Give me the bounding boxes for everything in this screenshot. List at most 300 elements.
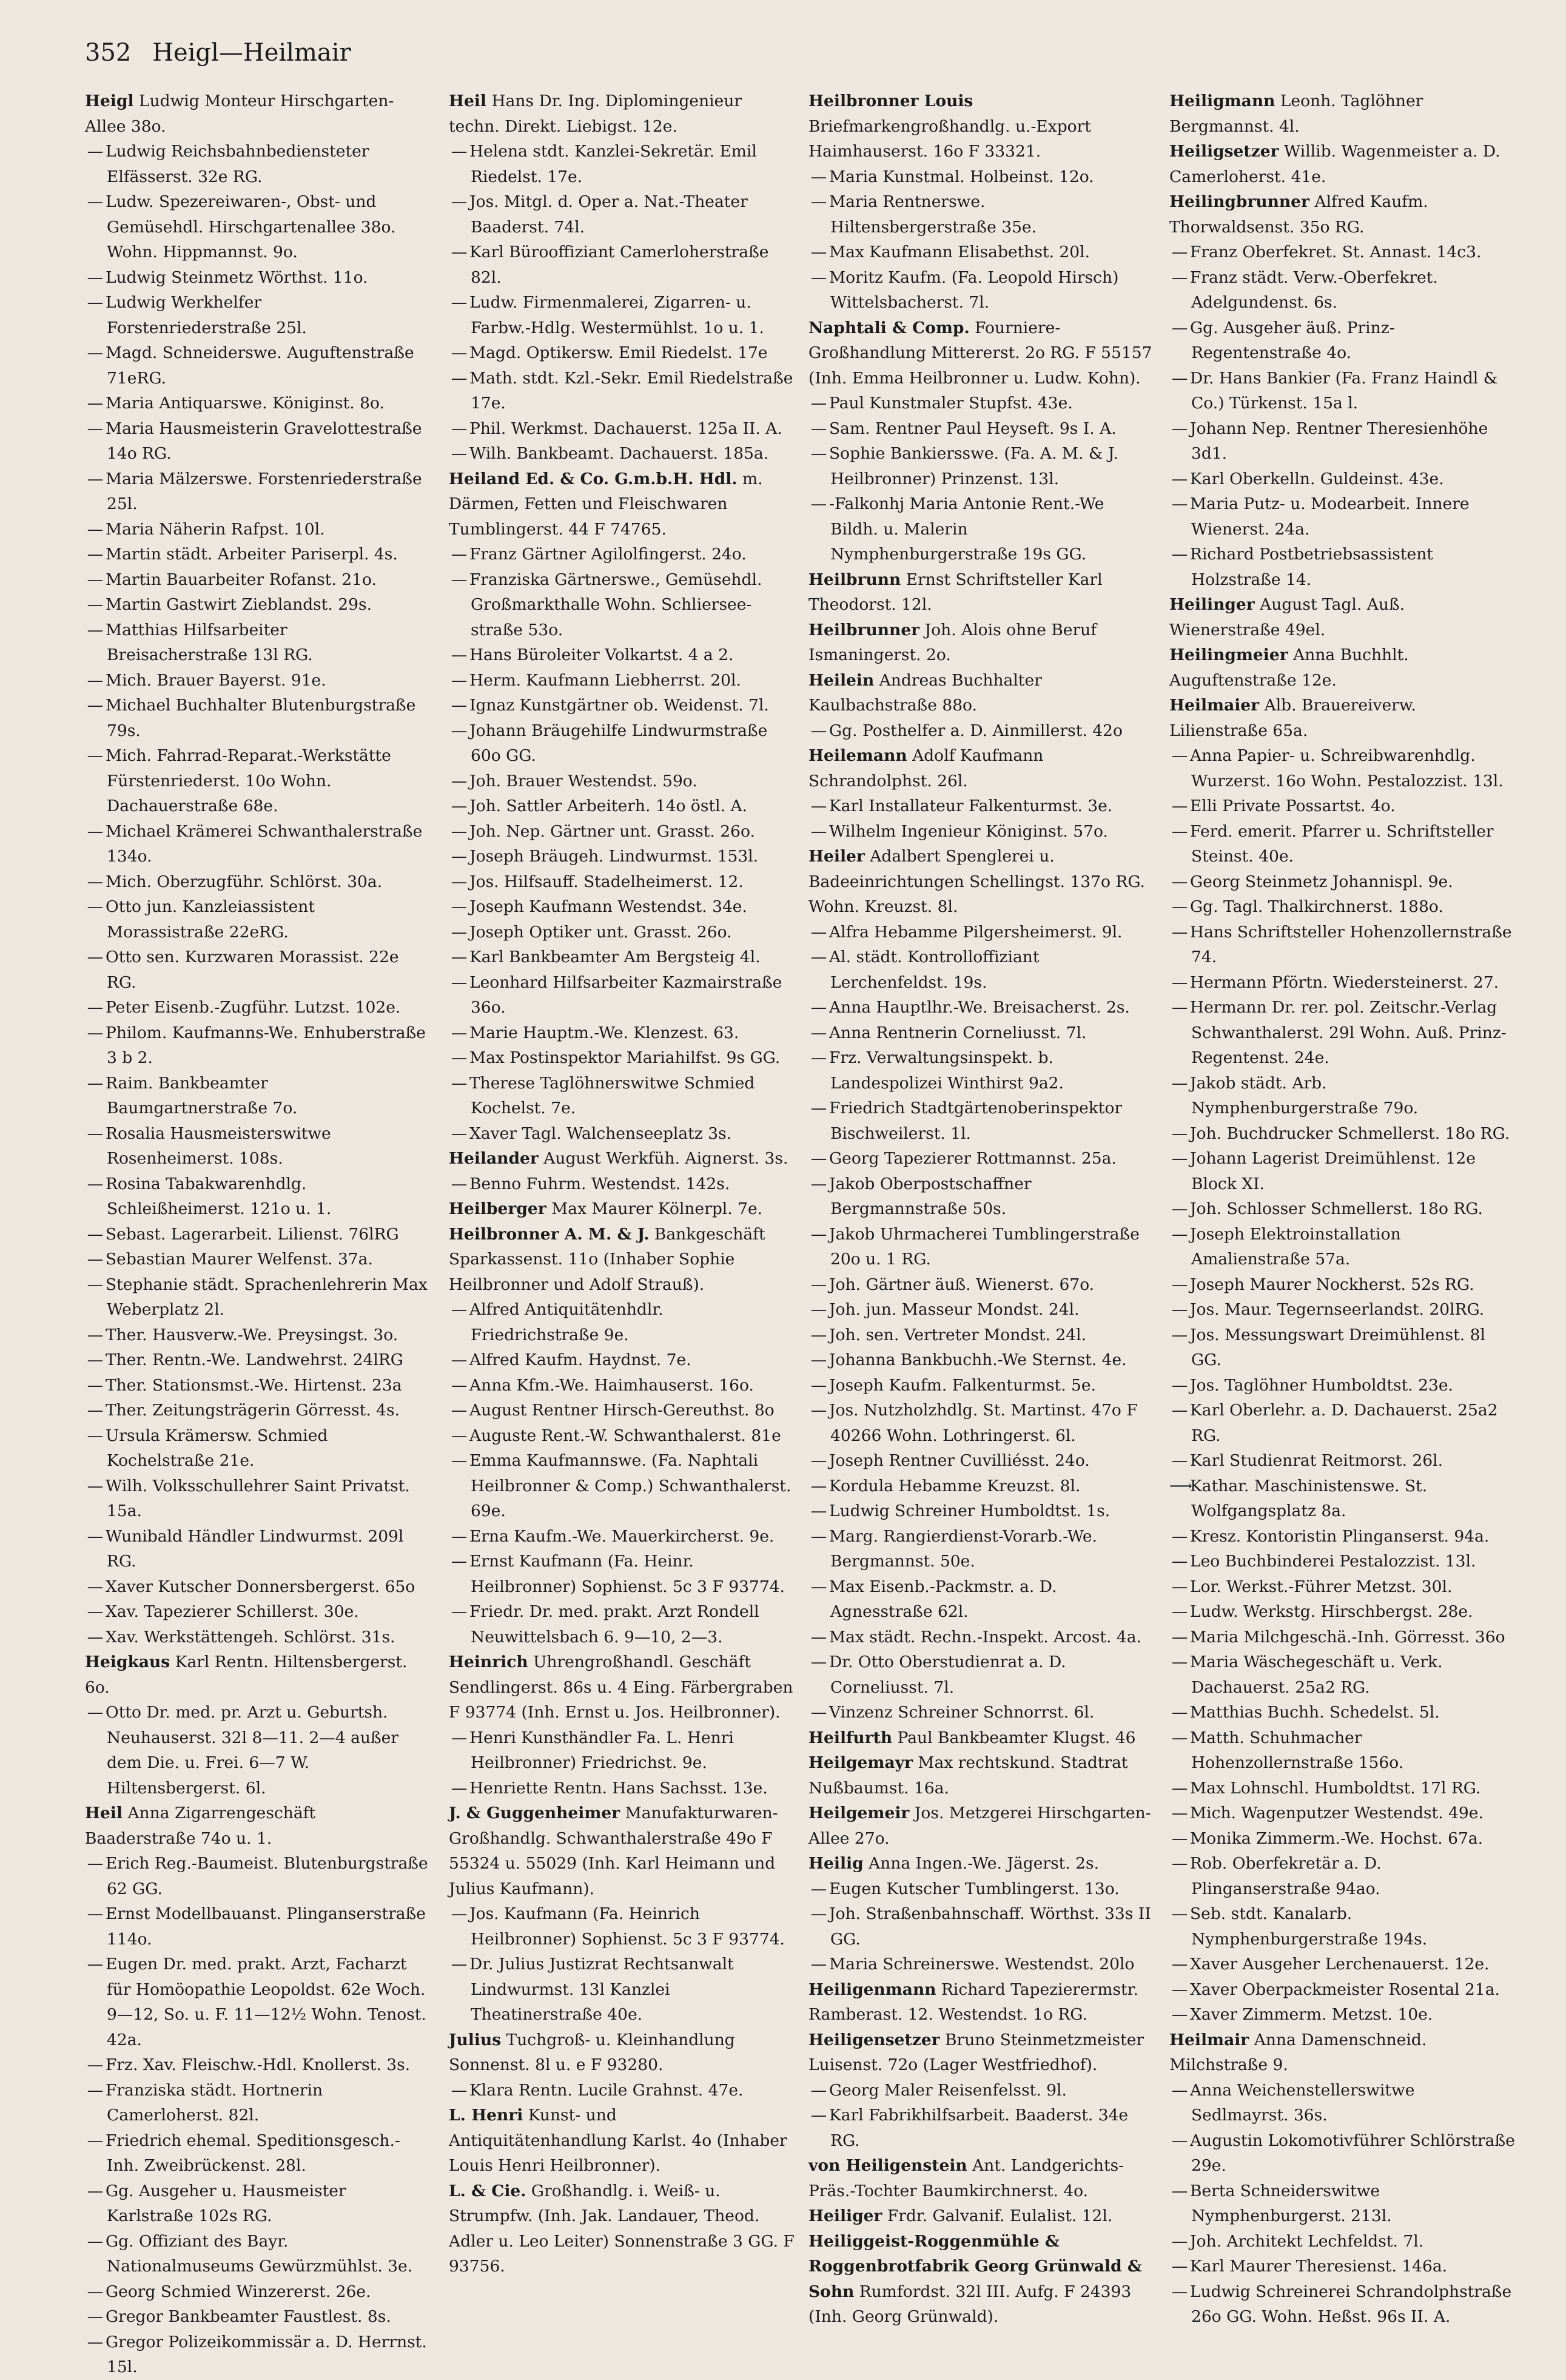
directory-entry [449, 1071, 795, 1121]
entry-text: Ludwig Schreinerei Schrandolphstraße 26o GG. Wohn. Heßst. 96s II. A. [1190, 2282, 1517, 2326]
directory-entry [85, 1650, 431, 1700]
ditto-dash: — [1171, 1829, 1188, 1848]
ditto-dash: — [87, 293, 104, 312]
directory-entry [449, 794, 795, 819]
directory-entry [808, 265, 1154, 315]
directory-entry [449, 920, 795, 945]
entry-text: Karl Oberlehr. a. D. Dachauerst. 25a2 RG. [1190, 1401, 1503, 1445]
directory-entry [85, 894, 431, 945]
entry-text: Michael Krämerei Schwanthalerstraße 134o. [106, 821, 428, 866]
entry-text: Gregor Bankbeamter Faustlest. 8s. [106, 2307, 391, 2326]
ditto-dash: — [87, 343, 104, 362]
directory-entry [85, 1171, 431, 1222]
entry-text: Martin Gastwirt Zieblandst. 29s. [106, 595, 372, 614]
ditto-dash: — [810, 268, 827, 287]
ditto-dash: — [1171, 1653, 1188, 1671]
directory-entry [85, 467, 431, 517]
ditto-dash: — [810, 1703, 827, 1722]
directory-entry [1169, 491, 1515, 542]
entry-text: Anna Zigarrengeschäft Baaderstraße 74o u. 1. [85, 1804, 321, 1848]
entry-headword: Heil [449, 92, 487, 110]
ditto-dash: — [810, 797, 827, 815]
directory-entry [1169, 1977, 1515, 2003]
directory-entry [808, 995, 1154, 1020]
directory-entry [85, 1599, 431, 1625]
directory-entry [1169, 1725, 1515, 1776]
directory-entry [449, 1297, 795, 1347]
ditto-dash: — [87, 1073, 104, 1093]
directory-entry [85, 1801, 431, 1851]
ditto-dash: — [87, 1325, 104, 1344]
ditto-dash: — [1171, 1703, 1188, 1722]
ditto-dash: — [1171, 872, 1188, 891]
entry-text: Gregor Polizeikommissär a. D. Herrnst. 15l. [106, 2332, 432, 2376]
directory-entry [449, 340, 795, 366]
entry-text: Jos. Mitgl. d. Oper a. Nat.-Theater Baaderst. 74l. [469, 192, 753, 237]
entry-text: Alfred Kaufm. Haydnst. 7e. [469, 1350, 691, 1369]
directory-entry [808, 1323, 1154, 1348]
entry-text: m. Därmen, Fetten und Fleischwaren Tumblingerst. 44 F 74765. [449, 469, 768, 539]
entry-text: Moritz Kaufm. (Fa. Leopold Hirsch) Wittelsbacherst. 7l. [829, 268, 1124, 312]
entry-text: Maria Antiquarswe. Königinst. 8o. [106, 394, 385, 413]
directory-entry [85, 2304, 431, 2330]
entry-text: Dr. Julius Justizrat Rechtsanwalt Lindwurmst. 13l Kanzlei Theatinerstraße 40e. [469, 1955, 739, 2024]
entry-text: Andreas Buchhalter Kaulbachstraße 88o. [808, 670, 1047, 715]
entry-text: Joh. Buchdrucker Schmellerst. 18o RG. [1190, 1124, 1510, 1143]
entry-text: Leonhard Hilfsarbeiter Kazmairstraße 36o. [469, 973, 787, 1017]
directory-entry [1169, 1146, 1515, 1196]
entry-text: Fourniere-Großhandlung Mittererst. 2o RG. F 55157 (Inh. Emma Heilbronner u. Ludw. Kohn). [808, 318, 1157, 388]
entry-text: Gg. Posthelfer a. D. Ainmillerst. 42o [829, 721, 1123, 740]
entry-text: Joh. Straßenbahnschaff. Wörthst. 33s II GG. [829, 1904, 1157, 1949]
ditto-dash: — [87, 872, 104, 891]
directory-entry [808, 819, 1154, 844]
directory-entry [85, 1851, 434, 1901]
ditto-dash: — [87, 1627, 104, 1647]
ditto-dash: — [1171, 1451, 1188, 1470]
entry-headword: Heiler [808, 847, 865, 866]
directory-entry [449, 467, 795, 542]
directory-entry [1169, 1222, 1515, 1272]
ditto-dash: — [87, 1401, 104, 1420]
directory-entry [1169, 894, 1515, 920]
entry-text: Jakob Uhrmacherei Tumblingerstraße 20o u. 1 RG. [829, 1224, 1145, 1269]
directory-entry [808, 1222, 1154, 1272]
entry-text: Ther. Zeitungsträgerin Görresst. 4s. [106, 1401, 400, 1420]
ditto-dash: — [810, 948, 827, 966]
ditto-dash: — [810, 192, 827, 211]
ditto-dash: — [87, 1426, 104, 1445]
ditto-dash: — [451, 142, 468, 161]
directory-entry [85, 517, 431, 542]
directory-entry [85, 1625, 431, 1650]
entry-text: Joh. Architekt Lechfeldst. 7l. [1190, 2231, 1424, 2251]
entry-text: Ernst Schriftsteller Karl Theodorst. 12l. [808, 570, 1107, 614]
ditto-dash: — [87, 620, 104, 639]
ditto-dash: — [810, 1502, 827, 1520]
directory-entry [449, 89, 795, 139]
entry-text: August Werkfüh. Aignerst. 3s. [538, 1149, 788, 1168]
entry-headword: Heilbronner Louis [808, 92, 973, 110]
ditto-dash: — [810, 1627, 827, 1647]
entry-text: Maria Putz- u. Modearbeit. Innere Wienerst. 24a. [1190, 494, 1474, 539]
directory-entry [85, 869, 431, 895]
directory-entry [449, 1650, 798, 1725]
ditto-dash: — [451, 1174, 468, 1193]
entry-text: Maria Rentnerswe. Hiltensbergerstraße 35e. [829, 192, 1037, 237]
entry-text: Georg Steinmetz Johannispl. 9e. [1190, 872, 1453, 891]
entry-text: Karl Rentn. Hiltensbergerst. 6o. [85, 1653, 412, 1697]
directory-entry [85, 567, 431, 593]
entry-text: Hermann Dr. rer. pol. Zeitschr.-Verlag Schwanthalerst. 29l Wohn. Auß. Prinz-Regentenst. 24e. [1190, 998, 1507, 1067]
ditto-dash: — [87, 268, 104, 287]
entry-text: Ludwig Steinmetz Wörthst. 11o. [106, 268, 368, 287]
directory-entry [449, 1952, 795, 2028]
entry-text: Max Maurer Kölnerpl. 7e. [546, 1199, 763, 1218]
entry-text: Joh. sen. Vertreter Mondst. 24l. [829, 1325, 1086, 1344]
directory-entry [1169, 1700, 1515, 1725]
entry-text: Franz städt. Verw.-Oberfekret. Adelgundenst. 6s. [1190, 268, 1443, 312]
ditto-dash: — [1171, 998, 1188, 1017]
ditto-dash: — [87, 1602, 104, 1621]
ditto-dash: — [1171, 1401, 1188, 1420]
ditto-dash: — [87, 394, 104, 413]
directory-entry [1169, 794, 1515, 819]
ditto-dash: — [1171, 1728, 1188, 1747]
entry-text: Phil. Werkmst. Dachauerst. 125a II. A. [469, 419, 782, 438]
ditto-dash: ⟶ [1169, 1476, 1192, 1495]
entry-text: Wilh. Volksschullehrer Saint Privatst. 15a. [106, 1476, 415, 1520]
directory-entry [85, 945, 431, 995]
directory-entry [85, 416, 431, 467]
ditto-dash: — [810, 922, 827, 942]
directory-entry [85, 2279, 431, 2305]
entry-text: Rosina Tabakwarenhdlg. Schleißheimerst. 121o u. 1. [106, 1174, 332, 1218]
directory-entry [1169, 366, 1515, 416]
entry-text: Martin Bauarbeiter Rofanst. 21o. [106, 570, 377, 589]
ditto-dash: — [87, 1174, 104, 1193]
entry-text: Jos. Kaufmann (Fa. Heinrich Heilbronner) Sophienst. 5c 3 F 93774. [469, 1904, 785, 1949]
entry-text: Adolf Kaufmann Schrandolphst. 26l. [808, 746, 1049, 791]
ditto-dash: — [87, 1526, 104, 1546]
ditto-dash: — [1171, 419, 1188, 438]
entry-headword: L. Henri [449, 2106, 523, 2125]
directory-entry [808, 2078, 1154, 2103]
ditto-dash: — [451, 1350, 468, 1369]
ditto-dash: — [87, 696, 104, 715]
entry-text: Leonh. Taglöhner Bergmannst. 4l. [1169, 92, 1428, 136]
entry-text: Ludw. Spezereiwaren-, Obst- und Gemüsehdl. Hirschgartenallee 38o. Wohn. Hippmannst. 9o. [106, 192, 401, 261]
ditto-dash: — [451, 821, 468, 841]
ditto-dash: — [451, 973, 468, 992]
ditto-dash: — [810, 1526, 827, 1546]
directory-entry [449, 869, 795, 895]
ditto-dash: — [87, 545, 104, 564]
directory-entry [808, 1474, 1154, 1499]
directory-entry [449, 1045, 795, 1071]
directory-entry [1169, 1398, 1515, 1448]
entry-text: Maria Schreinerswe. Westendst. 20lo [829, 1955, 1135, 1974]
directory-entry [449, 416, 795, 442]
entry-text: Augustin Lokomotivführer Schlörstraße 29e. [1190, 2131, 1521, 2175]
entry-text: Auguste Rent.-W. Schwanthalerst. 81e [469, 1426, 781, 1445]
entry-text: Adalbert Spenglerei u. Badeeinrichtungen Schellingst. 137o RG. Wohn. Kreuzst. 8l. [808, 847, 1151, 916]
entry-text: Mich. Wagenputzer Westendst. 49e. [1190, 1804, 1484, 1822]
ditto-dash: — [810, 1879, 827, 1898]
directory-entry [808, 1524, 1154, 1574]
entry-text: Anna Damenschneid. Milchstraße 9. [1169, 2030, 1432, 2074]
ditto-dash: — [810, 1955, 827, 1974]
entry-headword: Heilein [808, 670, 875, 690]
ditto-dash: — [1171, 1199, 1188, 1218]
entry-text: Otto jun. Kanzleiassistent Morassistraße 22eRG. [106, 897, 320, 942]
ditto-dash: — [451, 570, 468, 589]
directory-entry [1169, 1826, 1515, 1852]
ditto-dash: — [87, 2231, 104, 2251]
entry-text: Bankgeschäft Sparkassenst. 11o (Inhaber Sophie Heilbronner und Adolf Strauß). [449, 1224, 771, 1294]
directory-entry [85, 693, 431, 743]
directory-entry [1169, 970, 1515, 996]
directory-entry [449, 1423, 795, 1449]
entry-text: Vinzenz Schreiner Schnorrst. 6l. [829, 1703, 1095, 1722]
entry-text: Karl Installateur Falkenturmst. 3e. [829, 797, 1113, 815]
entry-text: Rob. Oberfekretär a. D. Plinganserstraße 94ao. [1190, 1854, 1387, 1898]
ditto-dash: — [87, 570, 104, 589]
entry-text: Bruno Steinmetzmeister Luisenst. 72o (Lager Westfriedhof). [808, 2030, 1149, 2074]
entry-text: Xaver Kutscher Donnersbergerst. 65o [106, 1577, 415, 1596]
entry-text: Xav. Werkstättengeh. Schlörst. 31s. [106, 1627, 395, 1647]
entry-text: Joh. Sattler Arbeiterh. 14o östl. A. [469, 797, 748, 815]
directory-entry [449, 1801, 795, 1901]
directory-entry [808, 1750, 1154, 1801]
entry-text: Franziska städt. Hortnerin Camerloherst. 82l. [106, 2080, 328, 2125]
ditto-dash: — [87, 1275, 104, 1294]
directory-entry [449, 542, 795, 567]
entry-text: Matth. Schuhmacher Hohenzollernstraße 156o. [1190, 1728, 1404, 1772]
directory-entry [85, 1121, 431, 1171]
entry-text: Sophie Bankiersswe. (Fa. A. M. & J. Heilbronner) Prinzenst. 13l. [829, 444, 1124, 488]
directory-entry [1169, 1625, 1515, 1650]
directory-entry [449, 1121, 795, 1147]
directory-entry [1169, 995, 1515, 1071]
directory-entry [1169, 1549, 1515, 1574]
ditto-dash: — [87, 1904, 104, 1923]
ditto-dash: — [810, 998, 827, 1017]
entry-text: Manufakturwaren-Großhandlg. Schwanthalerstraße 49o F 55324 u. 55029 (Inh. Karl Heimann und Julius Kaufmann). [449, 1804, 781, 1898]
entry-text: Anna Hauptlhr.-We. Breisacherst. 2s. [829, 998, 1130, 1017]
directory-entry [85, 1222, 431, 1247]
directory-entry [1169, 592, 1515, 642]
page-number: 352 [85, 39, 132, 67]
directory-entry [85, 1700, 431, 1801]
entry-text: Seb. stdt. Kanalarb. Nymphenburgerstraße 194s. [1190, 1904, 1428, 1949]
ditto-dash: — [451, 1300, 468, 1319]
ditto-dash: — [810, 419, 827, 438]
ditto-dash: — [810, 1375, 827, 1395]
entry-text: Gg. Ausgeher u. Hausmeister Karlstraße 102s RG. [106, 2181, 352, 2225]
entry-text: Ther. Stationsmst.-We. Hirtenst. 23a [106, 1375, 402, 1395]
directory-entry [1169, 1272, 1515, 1298]
ditto-dash: — [87, 469, 104, 488]
directory-entry [1169, 139, 1515, 189]
ditto-dash: — [87, 1955, 104, 1974]
entry-text: Richard Tapezierermstr. Ramberast. 12. Westendst. 1o RG. [808, 1980, 1144, 2024]
directory-entry [449, 1776, 795, 1801]
entry-headword: Heiligsetzer [1169, 142, 1279, 161]
ditto-dash: — [451, 1526, 468, 1546]
directory-entry [449, 2103, 795, 2179]
entry-text: Joseph Optiker unt. Grasst. 26o. [469, 922, 732, 942]
ditto-dash: — [451, 1073, 468, 1093]
entry-text: Karl Bankbeamter Am Bergsteig 4l. [469, 948, 761, 966]
directory-entry [1169, 1952, 1515, 1977]
entry-text: Karl Bürooffiziant Camerloherstraße 82l. [469, 243, 774, 287]
ditto-dash: — [1171, 2257, 1188, 2276]
directory-entry [808, 1700, 1154, 1725]
directory-entry [808, 1146, 1154, 1171]
entry-text: Joh. Gärtner äuß. Wienerst. 67o. [829, 1275, 1095, 1294]
ditto-dash: — [810, 821, 827, 841]
entry-text: Kunst- und Antiquitätenhandlung Karlst. 4o (Inhaber Louis Henri Heilbronner). [449, 2106, 793, 2175]
entry-text: Xav. Tapezierer Schillerst. 30e. [106, 1602, 359, 1621]
entry-text: Joseph Bräugeh. Lindwurmst. 153l. [469, 847, 759, 866]
ditto-dash: — [810, 1401, 827, 1420]
entry-text: Erna Kaufm.-We. Mauerkircherst. 9e. [469, 1526, 775, 1546]
directory-entry [85, 618, 431, 668]
entry-text: Elli Private Possartst. 4o. [1190, 797, 1396, 815]
ditto-dash: — [451, 444, 468, 463]
entry-text: Joh. Alois ohne Beruf Ismaningerst. 2o. [808, 620, 1102, 664]
entry-text: Karl Fabrikhilfsarbeit. Baaderst. 34e RG. [829, 2106, 1134, 2150]
ditto-dash: — [87, 2332, 104, 2351]
entry-text: Max Eisenb.-Packmstr. a. D. Agnesstraße 62l. [829, 1577, 1062, 1621]
directory-entry [449, 1020, 795, 1046]
entry-text: Großhandlg. i. Weiß- u. Strumpfw. (Inh. Jak. Landauer, Theod. Adler u. Leo Leiter) Sonnenstraße 3 GG. F 93756. [449, 2181, 800, 2276]
directory-entry [1169, 2229, 1515, 2254]
directory-entry [1169, 1650, 1515, 1700]
entry-headword: Heilbrunner [808, 620, 920, 639]
entry-text: Xaver Zimmerm. Metzst. 10e. [1190, 2005, 1433, 2024]
directory-entry [808, 1045, 1154, 1096]
entry-text: Joh. Brauer Westendst. 59o. [469, 771, 697, 791]
directory-entry [85, 340, 431, 391]
entry-text: Johann Nep. Rentner Theresienhöhe 3d1. [1190, 419, 1493, 463]
entry-headword: J. & Guggenheimer [449, 1804, 620, 1822]
ditto-dash: — [1171, 368, 1188, 388]
entry-text: Kordula Hebamme Kreuzst. 8l. [829, 1476, 1081, 1495]
ditto-dash: — [1171, 1602, 1188, 1621]
ditto-dash: — [451, 293, 468, 312]
directory-entry [449, 240, 795, 290]
directory-entry [808, 416, 1154, 442]
directory-entry [1169, 1801, 1515, 1826]
directory-entry [808, 1725, 1154, 1751]
ditto-dash: — [810, 1325, 827, 1344]
directory-entry [808, 1650, 1154, 1700]
entry-text: Joseph Elektroinstallation Amalienstraße 57a. [1190, 1224, 1406, 1269]
entry-headword: Heilmaier [1169, 696, 1260, 715]
ditto-dash: — [451, 897, 468, 916]
entry-headword: Heilander [449, 1149, 539, 1168]
directory-entry [449, 769, 795, 794]
entry-text: Emma Kaufmannswe. (Fa. Naphtali Heilbronner & Comp.) Schwanthalerst. 69e. [469, 1451, 796, 1520]
entry-headword: Heilinger [1169, 595, 1255, 614]
directory-entry [449, 441, 795, 467]
ditto-dash: — [1171, 2181, 1188, 2200]
entry-text: Karl Oberkelln. Guldeinst. 43e. [1190, 469, 1444, 488]
entry-text: Gg. Offiziant des Bayr. Nationalmuseums Gewürzmühlst. 3e. [106, 2231, 413, 2276]
entry-text: Johanna Bankbuchh.-We Sternst. 4e. [829, 1350, 1127, 1369]
ditto-dash: — [451, 1451, 468, 1470]
ditto-dash: — [451, 1124, 468, 1143]
directory-entry [85, 1272, 431, 1323]
directory-entry [449, 1524, 795, 1549]
entry-text: Therese Taglöhnerswitwe Schmied Kochelst. 7e. [469, 1073, 760, 1118]
entry-text: Maria Näherin Rafpst. 10l. [106, 519, 325, 539]
ditto-dash: — [451, 872, 468, 891]
directory-entry [808, 668, 1154, 718]
ditto-dash: — [810, 1149, 827, 1168]
entry-text: Sebast. Lagerarbeit. Lilienst. 76lRG [106, 1224, 399, 1244]
directory-entry [449, 1549, 795, 1599]
directory-entry [808, 1625, 1154, 1650]
ditto-dash: — [810, 1224, 827, 1244]
entry-text: Friedr. Dr. med. prakt. Arzt Rondell Neuwittelsbach 6. 9—10, 2—3. [469, 1602, 765, 1647]
directory-entry [449, 1171, 795, 1197]
directory-entry [85, 1020, 431, 1071]
ditto-dash: — [87, 519, 104, 539]
ditto-dash: — [1171, 1124, 1188, 1143]
directory-entry [1169, 1776, 1515, 1801]
entry-text: Ernst Modellbauanst. Plinganserstraße 114o. [106, 1904, 431, 1949]
ditto-dash: — [1171, 1275, 1188, 1294]
ditto-dash: — [1171, 545, 1188, 564]
entry-text: Philom. Kaufmanns-We. Enhuberstraße 3 b 2. [106, 1023, 431, 1067]
directory-entry [808, 1952, 1154, 1977]
directory-entry [449, 2028, 795, 2078]
entry-text: Ludw. Werkstg. Hirschbergst. 28e. [1190, 1602, 1473, 1621]
directory-entry [449, 1347, 795, 1373]
entry-text: Jakob städt. Arb. Nymphenburgerstraße 79o. [1190, 1073, 1419, 1118]
ditto-dash: — [87, 2055, 104, 2074]
directory-entry [1169, 1599, 1515, 1625]
directory-entry [808, 315, 1157, 391]
directory-entry [1169, 1574, 1515, 1600]
entry-text: Franz Oberfekret. St. Annast. 14c3. [1190, 243, 1482, 261]
entry-text: Wilhelm Ingenieur Königinst. 57o. [829, 821, 1108, 841]
entry-text: Gg. Tagl. Thalkirchnerst. 188o. [1190, 897, 1443, 916]
ditto-dash: — [451, 771, 468, 791]
entry-text: Max rechtskund. Stadtrat Nußbaumst. 16a. [808, 1753, 1134, 1798]
entry-text: Jos. Taglöhner Humboldtst. 23e. [1190, 1375, 1453, 1395]
ditto-dash: — [87, 192, 104, 211]
entry-text: Uhrengroßhandl. Geschäft Sendlingerst. 86s u. 4 Eing. Färbergraben F 93774 (Inh. Ernst u. Jos. Heilbronner). [449, 1653, 798, 1722]
ditto-dash: — [810, 1451, 827, 1470]
directory-entry [449, 1398, 795, 1423]
ditto-dash: — [810, 1174, 827, 1193]
ditto-dash: — [1171, 2080, 1188, 2100]
directory-entry [808, 1096, 1154, 1146]
directory-entry [1169, 1851, 1515, 1901]
directory-entry [808, 920, 1154, 945]
entry-text: August Tagl. Auß. Wienerstraße 49el. [1169, 595, 1410, 639]
directory-entry [808, 391, 1154, 416]
ditto-dash: — [1171, 1526, 1188, 1546]
ditto-dash: — [1171, 494, 1188, 513]
entry-text: Ludw. Firmenmalerei, Zigarren- u. Farbw.-Hdlg. Westermühlst. 1o u. 1. [469, 293, 764, 337]
ditto-dash: — [87, 746, 104, 765]
directory-entry [1169, 467, 1515, 492]
